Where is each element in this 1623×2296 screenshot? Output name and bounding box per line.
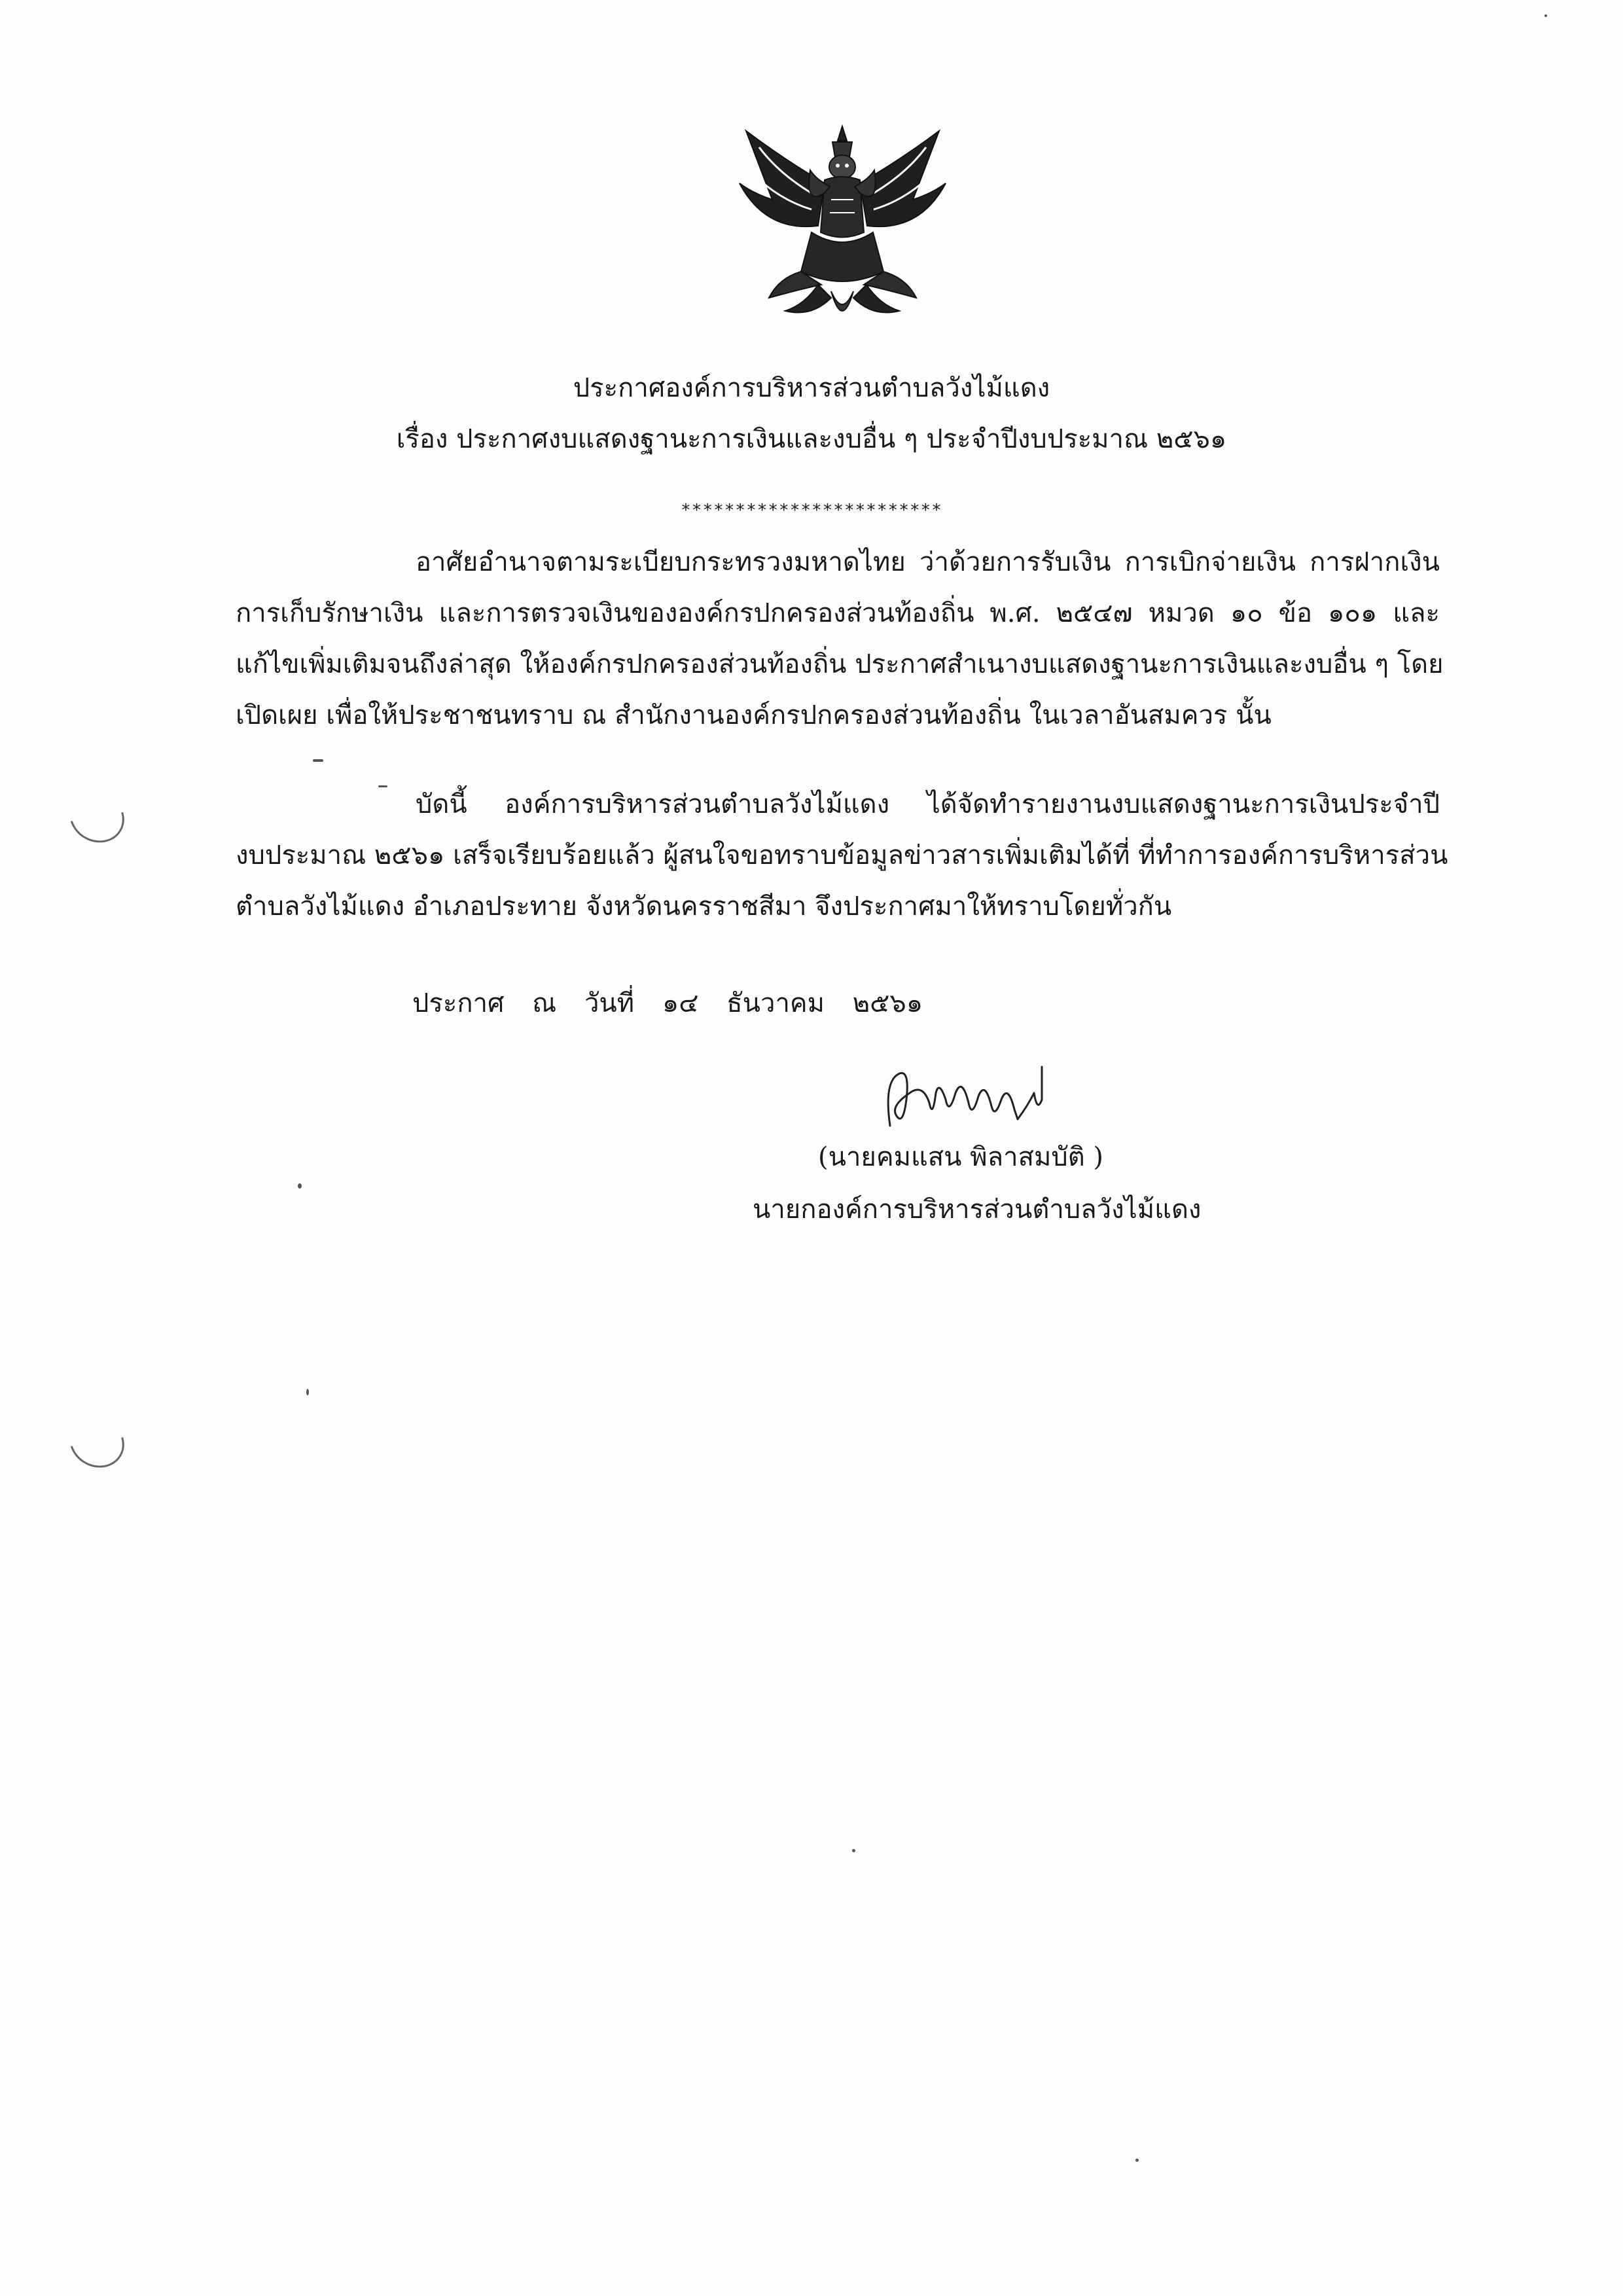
scan-speck [298, 1183, 302, 1189]
paragraph-line: อาศัยอำนาจตามระเบียบกระทรวงมหาดไทย ว่าด้วยการรับเงิน การเบิกจ่ายเงิน การฝากเงิน [416, 547, 1440, 577]
paragraph-line: บัดนี้ องค์การบริหารส่วนตำบลวังไม้แดง ได้จัดทำรายงานงบแสดงฐานะการเงินประจำปี [416, 789, 1440, 819]
scan-speck [852, 1849, 855, 1852]
paragraph-line: งบประมาณ ๒๕๖๑ เสร็จเรียบร้อยแล้ว ผู้สนใจขอทราบข้อมูลข่าวสารเพิ่มเติมได้ที่ ที่ทำการองค์การบริหารส่วน [236, 840, 1448, 870]
paragraph-line: แก้ไขเพิ่มเติมจนถึงล่าสุด ให้องค์กรปกครองส่วนท้องถิ่น ประกาศสำเนางบแสดงฐานะการเงินและงบอื่น ๆ โดย [236, 649, 1444, 679]
announcement-date: ประกาศ ณ วันที่ ๑๔ ธันวาคม ๒๕๖๑ [412, 988, 923, 1018]
announcement-title: ประกาศองค์การบริหารส่วนตำบลวังไม้แดง [573, 373, 1050, 403]
paragraph-line: เปิดเผย เพื่อให้ประชาชนทราบ ณ สำนักงานองค์กรปกครองส่วนท้องถิ่น ในเวลาอันสมควร นั้น [236, 700, 1272, 730]
handwritten-signature-icon [870, 1054, 1067, 1139]
punch-hole-mark [60, 1407, 134, 1478]
scan-speck [306, 1389, 309, 1395]
signer-position: นายกองค์การบริหารส่วนตำบลวังไม้แดง [753, 1194, 1202, 1225]
scan-speck [1135, 2159, 1139, 2162]
scan-speck [1544, 14, 1547, 17]
announcement-subject: เรื่อง ประกาศงบแสดงฐานะการเงินและงบอื่น ๆ ประจำปีงบประมาณ ๒๕๖๑ [396, 424, 1227, 454]
scan-speck [313, 759, 323, 762]
scan-speck [378, 785, 387, 787]
punch-hole-mark [60, 781, 134, 853]
paragraph-notice [236, 779, 1448, 932]
paragraph-line: ตำบลวังไม้แดง อำเภอประทาย จังหวัดนครราชสีมา จึงประกาศมาให้ทราบโดยทั่วกัน [236, 891, 1172, 922]
separator-line: ************************ [681, 501, 942, 520]
garuda-emblem-icon [733, 121, 952, 331]
signer-name: (นายคมแสน พิลาสมบัติ ) [818, 1142, 1104, 1172]
paragraph-line: การเก็บรักษาเงิน และการตรวจเงินขององค์กรปกครองส่วนท้องถิ่น พ.ศ. ๒๕๔๗ หมวด ๑๐ ข้อ ๑๐๑ และ [236, 598, 1440, 628]
paragraph-authority [236, 537, 1444, 741]
